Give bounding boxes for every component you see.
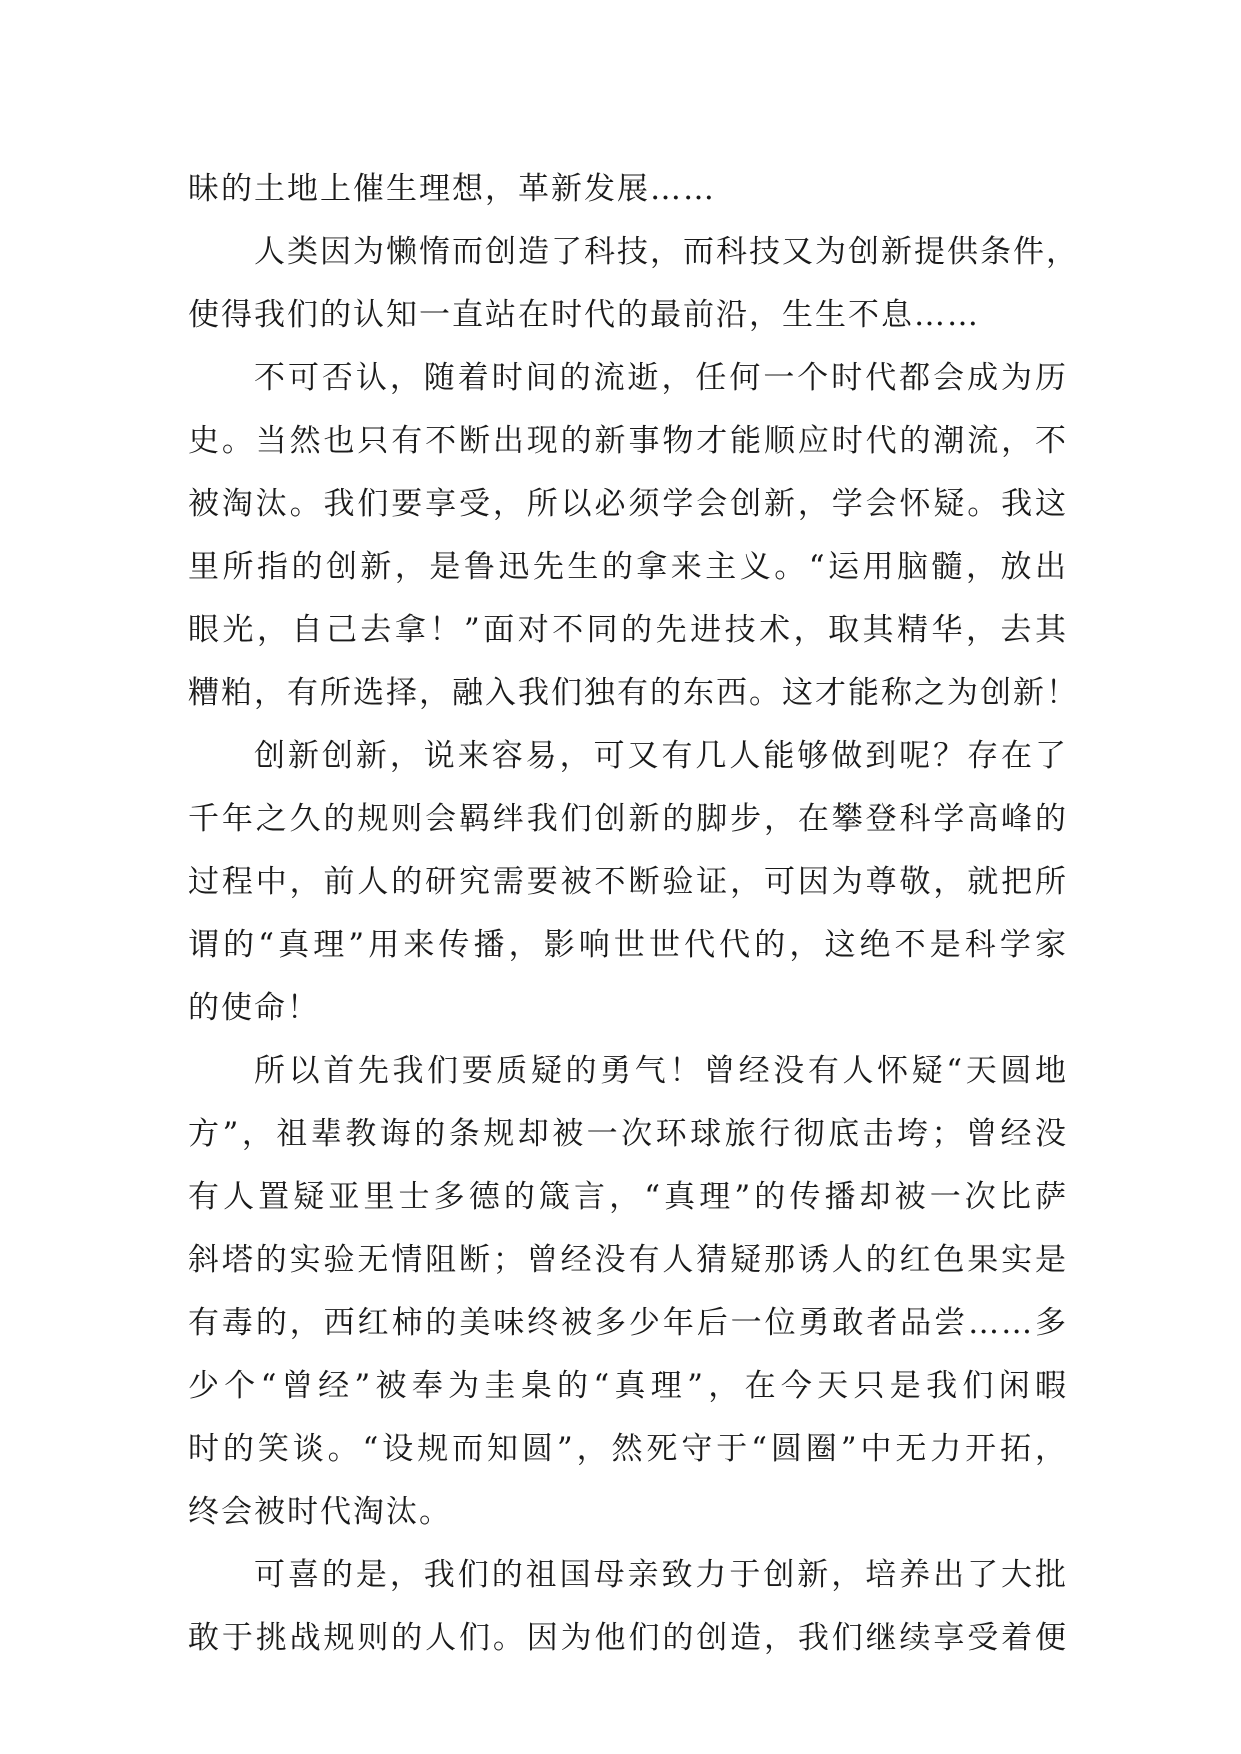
- text-line: 糟粕，有所选择，融入我们独有的东西。这才能称之为创新！: [188, 675, 1079, 711]
- text-line: 敢于挑战规则的人们。因为他们的创造，我们继续享受着便: [188, 1620, 1068, 1656]
- text-line: 谓的“真理”用来传播，影响世世代代的，这绝不是科学家: [188, 927, 1068, 963]
- text-line: 的使命！: [188, 990, 320, 1026]
- text-line: 千年之久的规则会羁绊我们创新的脚步，在攀登科学高峰的: [188, 801, 1068, 837]
- text-line: 里所指的创新，是鲁迅先生的拿来主义。“运用脑髓，放出: [188, 549, 1068, 585]
- text-line: 时的笑谈。“设规而知圆”，然死守于“圆圈”中无力开拓，: [188, 1431, 1068, 1467]
- text-line: 有人置疑亚里士多德的箴言，“真理”的传播却被一次比萨: [188, 1179, 1068, 1215]
- paragraph-first-line: 人类因为懒惰而创造了科技，而科技又为创新提供条件，: [254, 234, 1079, 270]
- text-line: 方”，祖辈教诲的条规却被一次环球旅行彻底击垮；曾经没: [188, 1116, 1068, 1152]
- text-line: 少个“曾经”被奉为圭臬的“真理”，在今天只是我们闲暇: [188, 1368, 1068, 1404]
- paragraph-first-line: 所以首先我们要质疑的勇气！曾经没有人怀疑“天圆地: [254, 1053, 1068, 1089]
- text-line: 使得我们的认知一直站在时代的最前沿，生生不息……: [188, 297, 980, 333]
- paragraph-first-line: 不可否认，随着时间的流逝，任何一个时代都会成为历: [254, 360, 1068, 396]
- text-line: 史。当然也只有不断出现的新事物才能顺应时代的潮流，不: [188, 423, 1068, 459]
- essay-body: [188, 158, 1079, 1670]
- text-line: 斜塔的实验无情阻断；曾经没有人猜疑那诱人的红色果实是: [188, 1242, 1068, 1278]
- text-line: 过程中，前人的研究需要被不断验证，可因为尊敬，就把所: [188, 864, 1068, 900]
- text-line: 眼光，自己去拿！”面对不同的先进技术，取其精华，去其: [188, 612, 1068, 648]
- text-line: 被淘汰。我们要享受，所以必须学会创新，学会怀疑。我这: [188, 486, 1068, 522]
- text-line: 有毒的，西红柿的美味终被多少年后一位勇敢者品尝……多: [188, 1305, 1068, 1341]
- paragraph-first-line: 可喜的是，我们的祖国母亲致力于创新，培养出了大批: [254, 1557, 1068, 1593]
- text-line: 昧的土地上催生理想，革新发展……: [188, 171, 716, 207]
- text-line: 终会被时代淘汰。: [188, 1494, 452, 1530]
- paragraph-first-line: 创新创新，说来容易，可又有几人能够做到呢？存在了: [254, 738, 1068, 774]
